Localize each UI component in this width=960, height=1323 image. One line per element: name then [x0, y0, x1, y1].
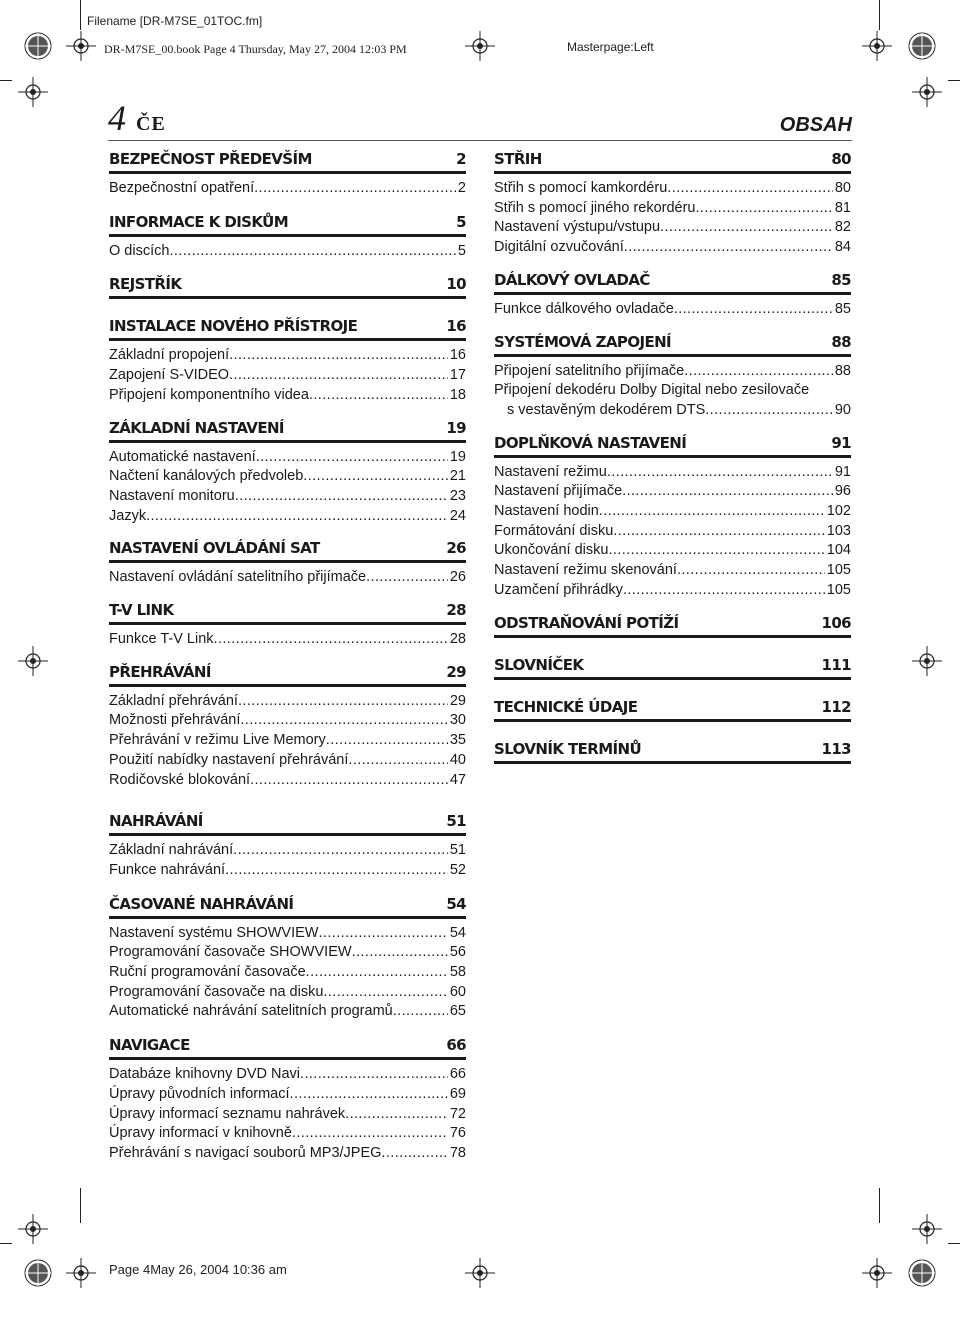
- toc-leader: [306, 963, 448, 983]
- toc-section-title: ČASOVANÉ NAHRÁVÁNÍ: [109, 894, 294, 913]
- toc-entry[interactable]: [494, 482, 851, 502]
- toc-leader: [254, 179, 456, 199]
- toc-entry-page: 23: [449, 487, 466, 504]
- toc-entry-page: 78: [449, 1144, 466, 1161]
- toc-entry[interactable]: [109, 1002, 466, 1022]
- toc-leader: [240, 711, 447, 731]
- toc-section-title: BEZPEČNOST PŘEDEVŠÍM: [109, 150, 312, 168]
- toc-section-page: 85: [831, 270, 851, 289]
- toc-entry-page: 51: [449, 842, 466, 859]
- toc-section: [109, 812, 466, 880]
- toc-entry[interactable]: [109, 179, 466, 199]
- toc-entry-title: Funkce dálkového ovladače: [494, 300, 674, 317]
- toc-leader: [599, 502, 825, 522]
- toc-section-heading[interactable]: [109, 539, 466, 563]
- crosshair-mark-icon: [912, 1214, 942, 1244]
- toc-section-title: TECHNICKÉ ÚDAJE: [494, 697, 638, 716]
- toc-entry-title: Základní přehrávání: [109, 692, 238, 709]
- toc-leader: [326, 731, 448, 751]
- toc-entry[interactable]: [494, 300, 851, 320]
- toc-entry-page: 76: [449, 1125, 466, 1142]
- toc-entry[interactable]: [109, 943, 466, 963]
- toc-section: [109, 150, 466, 199]
- toc-section-heading[interactable]: [109, 663, 466, 687]
- page-title: OBSAH: [779, 114, 852, 136]
- toc-entry[interactable]: [494, 362, 851, 382]
- toc-leader: [607, 463, 833, 483]
- toc-section-page: 2: [456, 150, 466, 168]
- toc-entry-page: 26: [449, 569, 466, 586]
- crosshair-mark-icon: [912, 77, 942, 107]
- toc-section: [494, 434, 851, 601]
- crosshair-mark-icon: [912, 646, 942, 676]
- toc-section-heading[interactable]: [109, 1036, 466, 1060]
- toc-section: [109, 895, 466, 1023]
- toc-section-title: ODSTRAŇOVÁNÍ POTÍŽÍ: [494, 613, 679, 632]
- toc-entry[interactable]: [109, 242, 466, 262]
- toc-entry[interactable]: [109, 751, 466, 771]
- toc-entry-title: Automatické nahrávání satelitních programů: [109, 1003, 393, 1020]
- toc-section: [494, 614, 851, 638]
- toc-leader: [292, 1124, 448, 1144]
- toc-section-page: 91: [831, 433, 851, 452]
- toc-entry[interactable]: [494, 541, 851, 561]
- toc-section-title: SYSTÉMOVÁ ZAPOJENÍ: [494, 332, 672, 351]
- toc-entry[interactable]: [109, 568, 466, 588]
- toc-entry-page: 5: [457, 242, 466, 259]
- toc-leader: [393, 1002, 448, 1022]
- toc-leader: [348, 751, 447, 771]
- toc-leader: [623, 581, 825, 601]
- toc-entry-title: Nastavení hodin: [494, 503, 599, 520]
- toc-entry-title: Nastavení režimu skenování: [494, 562, 677, 579]
- toc-leader: [608, 541, 824, 561]
- toc-section-heading[interactable]: [494, 434, 851, 458]
- toc-leader: [225, 861, 448, 881]
- toc-leader: [256, 448, 448, 468]
- toc-entry[interactable]: [109, 346, 466, 366]
- crosshair-mark-icon: [66, 31, 96, 61]
- toc-section-title: SLOVNÍK TERMÍNŮ: [494, 739, 642, 758]
- toc-section-heading[interactable]: [109, 895, 466, 919]
- toc-entry-title: Nastavení monitoru: [109, 487, 235, 504]
- toc-section-heading[interactable]: [494, 150, 851, 174]
- toc-leader: [250, 771, 448, 791]
- toc-section-title: PŘEHRÁVÁNÍ: [109, 662, 211, 681]
- toc-entry-title: Nastavení režimu: [494, 463, 607, 480]
- toc-entry-page: 24: [449, 507, 466, 524]
- toc-entry-page: 2: [457, 180, 466, 196]
- toc-entry[interactable]: [109, 1105, 466, 1125]
- toc-entry-page: 35: [449, 732, 466, 749]
- toc-entry-title: Programování časovače SHOWVIEW: [109, 944, 352, 961]
- toc-section-page: 88: [831, 332, 851, 351]
- crosshair-mark-icon: [465, 31, 495, 61]
- toc-entry[interactable]: [109, 366, 466, 386]
- toc-leader: [613, 522, 825, 542]
- toc-entry-page: 16: [449, 347, 466, 364]
- toc-entry[interactable]: [494, 463, 851, 483]
- toc-entry-title: Rodičovské blokování: [109, 771, 251, 788]
- toc-entry-page: 60: [449, 983, 466, 1000]
- toc-section: [109, 317, 466, 405]
- header-rule: [108, 140, 852, 141]
- toc-leader: [705, 401, 833, 421]
- toc-section-page: 26: [446, 539, 466, 558]
- toc-entry-title: O discích: [109, 242, 170, 259]
- toc-entry-page: 91: [834, 463, 851, 480]
- toc-leader: [696, 199, 833, 219]
- toc-entry[interactable]: [494, 218, 851, 238]
- toc-leader: [319, 924, 448, 944]
- toc-leader: [309, 386, 448, 406]
- toc-entry-page: 65: [449, 1003, 466, 1020]
- toc-section: [494, 333, 851, 421]
- masterpage-label: Masterpage:Left: [567, 40, 654, 54]
- toc-entry-title: Přehrávání v režimu Live Memory: [109, 732, 326, 749]
- toc-section-heading[interactable]: [494, 333, 851, 357]
- crosshair-mark-icon: [66, 1258, 96, 1288]
- toc-entry[interactable]: [109, 983, 466, 1003]
- toc-entry-page: 72: [449, 1105, 466, 1122]
- toc-leader: [674, 300, 833, 320]
- toc-entry-page: 103: [826, 522, 851, 539]
- toc-leader: [345, 1105, 448, 1125]
- toc-section: [109, 275, 466, 299]
- toc-entry[interactable]: [494, 401, 851, 421]
- toc-section-title: NASTAVENÍ OVLÁDÁNÍ SAT: [109, 539, 320, 558]
- toc-section: [494, 271, 851, 320]
- toc-section-heading[interactable]: [109, 601, 466, 625]
- toc-entry-page: 105: [826, 581, 851, 598]
- registration-mark-icon: [23, 31, 53, 61]
- toc-leader: [229, 346, 448, 366]
- toc-entry[interactable]: [494, 179, 851, 199]
- toc-leader: [624, 238, 833, 258]
- toc-entry-title: Programování časovače na disku: [109, 983, 324, 1000]
- toc-section: [109, 419, 466, 527]
- toc-entry[interactable]: [109, 861, 466, 881]
- toc-entry[interactable]: [109, 487, 466, 507]
- toc-entry[interactable]: [494, 561, 851, 581]
- crosshair-mark-icon: [862, 31, 892, 61]
- toc-section-heading[interactable]: [109, 275, 466, 299]
- toc-entry-title: Připojení komponentního videa: [109, 386, 309, 403]
- toc-entry-title: Střih s pomocí jiného rekordéru: [494, 199, 696, 216]
- toc-entry-title: Formátování disku: [494, 522, 614, 539]
- trim-mark: [879, 1188, 880, 1223]
- filename-label: Filename [DR-M7SE_01TOC.fm]: [87, 14, 263, 28]
- trim-mark: [948, 80, 960, 81]
- toc-section-page: 19: [446, 418, 466, 437]
- toc-entry-page: 104: [826, 542, 851, 559]
- toc-entry[interactable]: [109, 1144, 466, 1164]
- toc-entry[interactable]: [109, 507, 466, 527]
- toc-entry-title: Databáze knihovny DVD Navi: [109, 1066, 301, 1083]
- toc-leader: [622, 482, 833, 502]
- toc-entry-title: Jazyk: [109, 507, 147, 524]
- toc-entry[interactable]: [494, 199, 851, 219]
- toc-section-heading[interactable]: [109, 150, 466, 174]
- toc-section-heading[interactable]: [494, 740, 851, 764]
- toc-entry-page: 29: [449, 692, 466, 709]
- toc-entry-page: 80: [834, 180, 851, 196]
- toc-entry-title: Úpravy informací v knihovně: [109, 1125, 292, 1142]
- toc-section-page: 10: [446, 275, 466, 294]
- toc-entry[interactable]: [109, 711, 466, 731]
- toc-entry-title: Digitální ozvučování: [494, 239, 624, 256]
- toc-right-column: [494, 150, 851, 764]
- toc-leader: [667, 179, 833, 199]
- toc-section-page: 112: [821, 697, 851, 716]
- language-code: ČE: [136, 113, 166, 135]
- toc-section: [494, 656, 851, 680]
- toc-entry-title: Nastavení ovládání satelitního přijímače: [109, 569, 367, 586]
- crosshair-mark-icon: [18, 1214, 48, 1244]
- toc-entry-line[interactable]: Připojení dekodéru Dolby Digital nebo zesilovače: [494, 382, 810, 399]
- toc-section-title: REJSTŘÍK: [109, 275, 182, 294]
- registration-mark-icon: [907, 1258, 937, 1288]
- toc-section-heading[interactable]: [494, 656, 851, 680]
- toc-entry-title: s vestavěným dekodérem DTS: [507, 401, 706, 418]
- toc-leader: [169, 242, 455, 262]
- toc-entry[interactable]: [109, 924, 466, 944]
- toc-entry-page: 84: [834, 239, 851, 256]
- toc-left-column: [109, 150, 466, 1164]
- toc-entry[interactable]: [494, 581, 851, 601]
- book-info-label: DR-M7SE_00.book Page 4 Thursday, May 27, 2004 12:03 PM: [104, 42, 407, 56]
- toc-entry-page: 28: [449, 631, 466, 648]
- toc-section-heading[interactable]: [109, 812, 466, 836]
- trim-mark: [948, 1243, 960, 1244]
- toc-entry[interactable]: [109, 1124, 466, 1144]
- footer-page-info: Page 4May 26, 2004 10:36 am: [109, 1262, 287, 1277]
- toc-section-title: STŘIH: [494, 150, 542, 168]
- toc-section-page: 113: [821, 739, 851, 758]
- toc-entry-title: Automatické nastavení: [109, 448, 256, 465]
- toc-entry-page: 52: [449, 861, 466, 878]
- toc-entry[interactable]: [109, 467, 466, 487]
- toc-section-title: DÁLKOVÝ OVLADAČ: [494, 270, 650, 289]
- toc-section-page: 66: [446, 1036, 466, 1055]
- toc-entry-page: 21: [449, 468, 466, 485]
- toc-entry-title: Možnosti přehrávání: [109, 712, 241, 729]
- toc-section-title: T-V LINK: [109, 601, 174, 620]
- trim-mark: [0, 80, 12, 81]
- toc-entry-title: Nastavení výstupu/vstupu: [494, 219, 661, 236]
- toc-entry-page: 81: [834, 199, 851, 216]
- toc-entry-page: 54: [449, 924, 466, 941]
- toc-section-heading[interactable]: [109, 213, 466, 237]
- toc-entry-title: Zapojení S-VIDEO: [109, 367, 230, 384]
- toc-entry-page: 18: [449, 386, 466, 403]
- toc-entry[interactable]: [109, 1085, 466, 1105]
- toc-section: [109, 213, 466, 262]
- toc-section-heading[interactable]: [494, 614, 851, 638]
- toc-section-title: DOPLŇKOVÁ NASTAVENÍ: [494, 433, 687, 452]
- toc-entry-title: Připojení satelitního přijímače: [494, 362, 685, 379]
- toc-section-heading[interactable]: [494, 271, 851, 295]
- toc-entry[interactable]: [109, 731, 466, 751]
- toc-entry[interactable]: [494, 502, 851, 522]
- toc-section: [494, 740, 851, 764]
- toc-section: [494, 698, 851, 722]
- toc-entry[interactable]: [109, 1065, 466, 1085]
- toc-entry[interactable]: [109, 841, 466, 861]
- toc-leader: [660, 218, 833, 238]
- toc-section-page: 5: [456, 212, 466, 231]
- toc-section-page: 28: [446, 601, 466, 620]
- toc-leader: [235, 487, 448, 507]
- toc-entry-title: Funkce nahrávání: [109, 861, 226, 878]
- toc-section-page: 54: [446, 894, 466, 913]
- toc-leader: [229, 366, 448, 386]
- toc-entry-title: Načtení kanálových předvoleb: [109, 468, 304, 485]
- toc-entry-page: 47: [449, 771, 466, 788]
- toc-entry-page: 66: [449, 1066, 466, 1083]
- toc-entry-page: 96: [834, 483, 851, 500]
- toc-leader: [303, 467, 448, 487]
- toc-entry-title: Přehrávání s navigací souborů MP3/JPEG: [109, 1144, 382, 1161]
- trim-mark: [80, 1188, 81, 1223]
- toc-entry-page: 69: [449, 1085, 466, 1102]
- toc-section-title: INFORMACE K DISKŮM: [109, 212, 289, 231]
- trim-mark: [879, 0, 880, 30]
- toc-entry-page: 56: [449, 944, 466, 961]
- toc-leader: [323, 983, 447, 1003]
- toc-entry-page: 88: [834, 362, 851, 379]
- toc-entry-title: Základní nahrávání: [109, 842, 234, 859]
- crosshair-mark-icon: [18, 77, 48, 107]
- toc-leader: [684, 362, 833, 382]
- toc-section: [494, 150, 851, 258]
- toc-entry-title: Střih s pomocí kamkordéru: [494, 180, 668, 196]
- toc-entry-title: Bezpečnostní opatření: [109, 180, 255, 196]
- toc-entry-title: Ukončování disku: [494, 542, 609, 559]
- toc-entry-title: Nastavení přijímače: [494, 483, 623, 500]
- toc-section-title: NAHRÁVÁNÍ: [109, 812, 203, 831]
- toc-section-heading[interactable]: [109, 317, 466, 341]
- toc-section: [109, 663, 466, 791]
- toc-entry[interactable]: [109, 386, 466, 406]
- toc-entry-page: 90: [834, 401, 851, 418]
- toc-entry[interactable]: [109, 963, 466, 983]
- toc-section-page: 51: [446, 812, 466, 831]
- toc-entry-title: Úpravy původních informací: [109, 1085, 290, 1102]
- toc-leader: [366, 568, 448, 588]
- toc-entry-page: 105: [826, 562, 851, 579]
- toc-leader: [290, 1085, 448, 1105]
- toc-leader: [381, 1144, 447, 1164]
- toc-section: [109, 1036, 466, 1164]
- toc-entry-title: Ruční programování časovače: [109, 964, 306, 981]
- registration-mark-icon: [23, 1258, 53, 1288]
- toc-entry[interactable]: [109, 692, 466, 712]
- trim-mark: [80, 0, 81, 30]
- toc-section: [109, 539, 466, 588]
- toc-leader: [677, 561, 825, 581]
- toc-section-title: ZÁKLADNÍ NASTAVENÍ: [109, 418, 284, 437]
- crosshair-mark-icon: [18, 646, 48, 676]
- toc-section-page: 29: [446, 662, 466, 681]
- page-number: 4: [108, 98, 126, 138]
- toc-leader: [238, 692, 448, 712]
- toc-section-page: 16: [446, 317, 466, 336]
- toc-entry-page: 82: [834, 219, 851, 236]
- toc-section-heading[interactable]: [109, 419, 466, 443]
- toc-section: [109, 601, 466, 650]
- toc-section-page: 80: [831, 150, 851, 168]
- toc-section-page: 111: [821, 655, 851, 674]
- toc-entry-title: Úpravy informací seznamu nahrávek: [109, 1105, 346, 1122]
- toc-entry-page: 19: [449, 448, 466, 465]
- toc-leader: [352, 943, 448, 963]
- toc-entry-title: Funkce T-V Link: [109, 631, 214, 648]
- toc-section-title: NAVIGACE: [109, 1036, 190, 1055]
- crosshair-mark-icon: [465, 1258, 495, 1288]
- toc-entry-title: Použití nabídky nastavení přehrávání: [109, 751, 349, 768]
- trim-mark: [0, 1243, 12, 1244]
- toc-section-title: SLOVNÍČEK: [494, 655, 584, 674]
- toc-entry-page: 30: [449, 712, 466, 729]
- registration-mark-icon: [907, 31, 937, 61]
- toc-entry[interactable]: [494, 522, 851, 542]
- toc-leader: [214, 630, 448, 650]
- toc-entry[interactable]: [109, 771, 466, 791]
- toc-section-page: 106: [821, 613, 851, 632]
- toc-entry-page: 40: [449, 751, 466, 768]
- toc-leader: [300, 1065, 448, 1085]
- toc-leader: [233, 841, 448, 861]
- toc-entry-title: Nastavení systému SHOWVIEW: [109, 924, 319, 941]
- toc-entry[interactable]: [109, 448, 466, 468]
- toc-entry[interactable]: [494, 238, 851, 258]
- toc-entry-page: 58: [449, 964, 466, 981]
- toc-entry-page: 17: [449, 367, 466, 384]
- toc-section-title: INSTALACE NOVÉHO PŘÍSTROJE: [109, 317, 358, 336]
- toc-section-heading[interactable]: [494, 698, 851, 722]
- toc-entry-page: 102: [826, 503, 851, 520]
- toc-leader: [146, 507, 448, 527]
- toc-entry-page: 85: [834, 300, 851, 317]
- toc-entry[interactable]: [109, 630, 466, 650]
- toc-entry-title: Základní propojení: [109, 347, 230, 364]
- crosshair-mark-icon: [862, 1258, 892, 1288]
- toc-entry-title: Uzamčení přihrádky: [494, 581, 623, 598]
